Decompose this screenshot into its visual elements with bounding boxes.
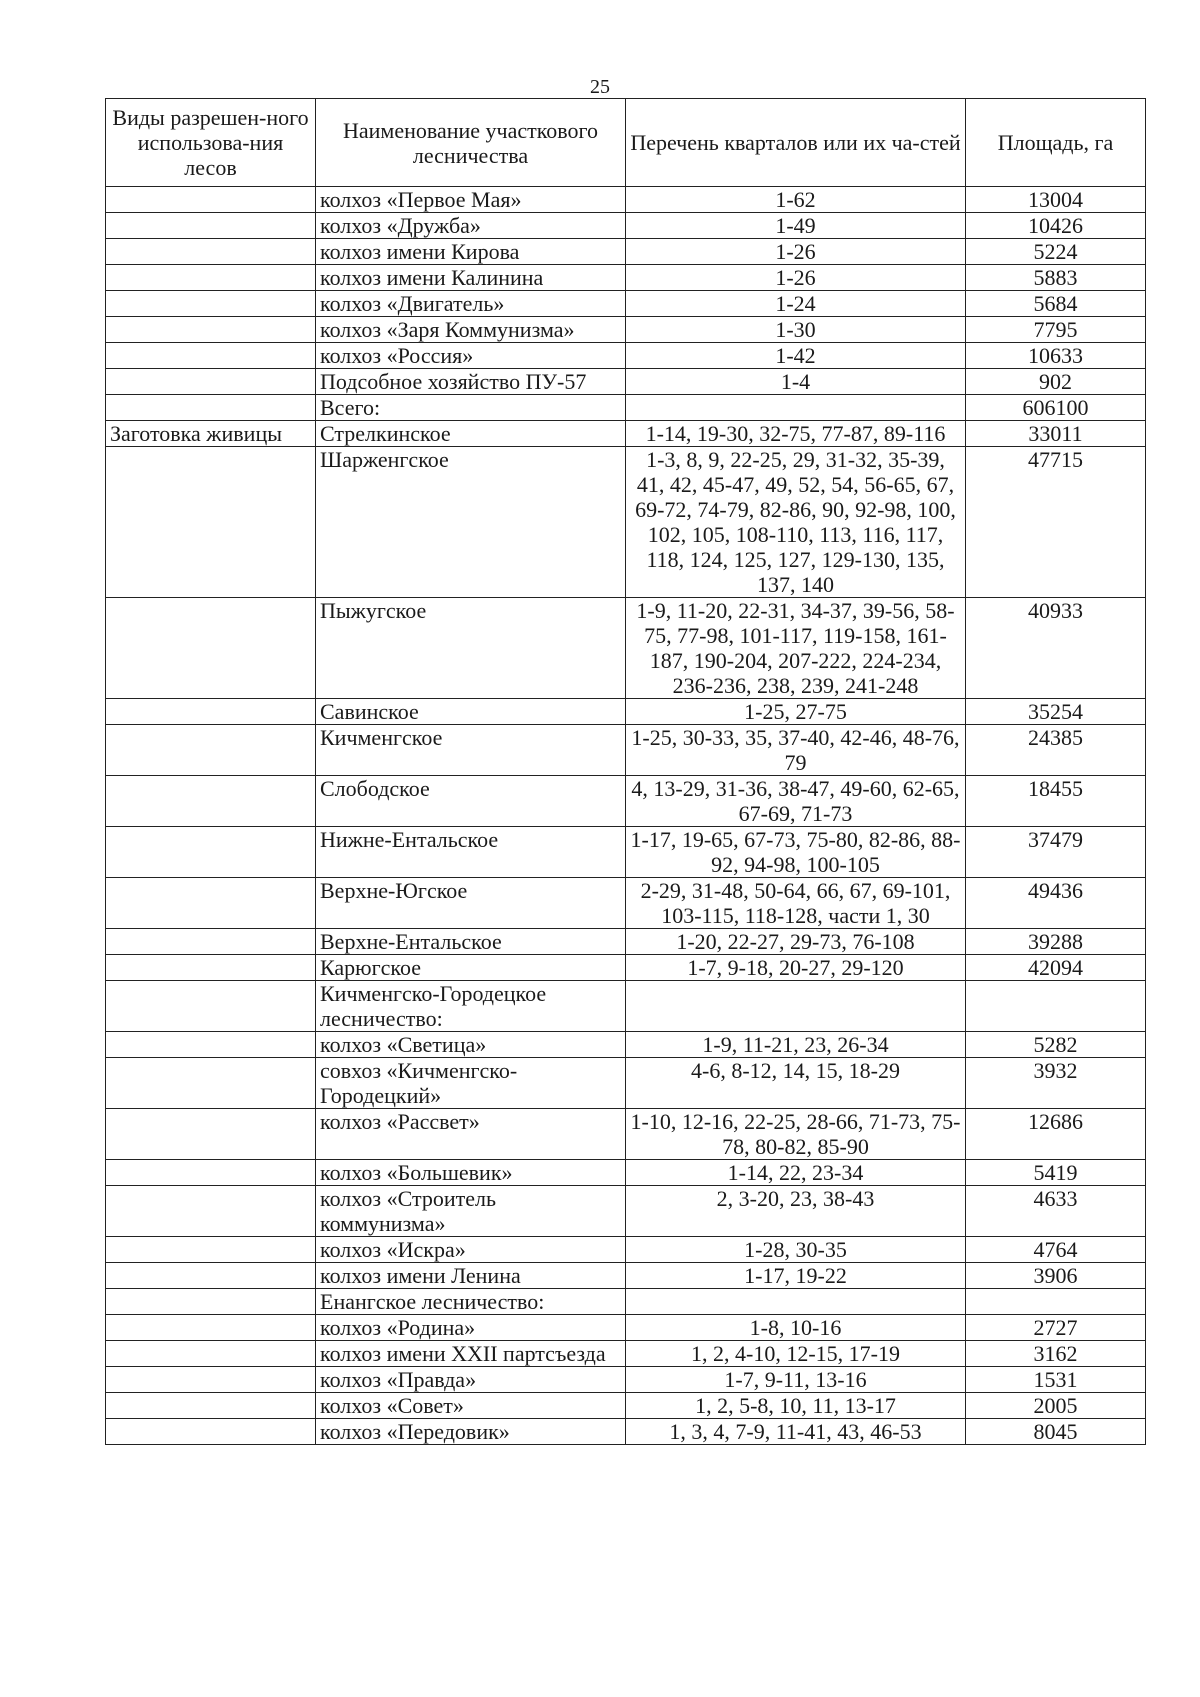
table-row (106, 827, 1146, 878)
table-row (106, 955, 1146, 981)
area-cell: 4633 (966, 1186, 1146, 1237)
quarters-cell: 1-9, 11-21, 23, 26-34 (626, 1032, 966, 1058)
forestry-name-cell: Верхне-Югское (316, 878, 626, 929)
quarters-cell: 2-29, 31-48, 50-64, 66, 67, 69-101, 103-115, 118-128, части 1, 30 (626, 878, 966, 929)
quarters-cell (626, 395, 966, 421)
forest-use-kind-cell (106, 1032, 316, 1058)
forestry-name-cell: Всего: (316, 395, 626, 421)
quarters-cell: 1-20, 22-27, 29-73, 76-108 (626, 929, 966, 955)
area-cell: 7795 (966, 317, 1146, 343)
table-group-previous (106, 187, 1146, 421)
quarters-cell: 1-26 (626, 265, 966, 291)
area-cell: 42094 (966, 955, 1146, 981)
area-cell: 8045 (966, 1419, 1146, 1445)
table-row (106, 447, 1146, 598)
quarters-cell: 1-49 (626, 213, 966, 239)
forestry-name-cell: колхоз «Дружба» (316, 213, 626, 239)
forest-use-kind-cell (106, 725, 316, 776)
table-row (106, 1186, 1146, 1237)
quarters-cell: 1-17, 19-22 (626, 1263, 966, 1289)
forest-use-kind-cell (106, 369, 316, 395)
table-row (106, 291, 1146, 317)
area-cell: 13004 (966, 187, 1146, 213)
forest-use-kind-cell (106, 776, 316, 827)
quarters-cell: 1-8, 10-16 (626, 1315, 966, 1341)
forestry-name-cell: колхоз «Светица» (316, 1032, 626, 1058)
area-cell: 2005 (966, 1393, 1146, 1419)
quarters-cell: 1-14, 22, 23-34 (626, 1160, 966, 1186)
area-cell: 5684 (966, 291, 1146, 317)
area-cell: 3932 (966, 1058, 1146, 1109)
quarters-cell: 1-25, 30-33, 35, 37-40, 42-46, 48-76, 79 (626, 725, 966, 776)
forestry-name-cell: колхоз «Строитель коммунизма» (316, 1186, 626, 1237)
area-cell: 5883 (966, 265, 1146, 291)
forestry-name-cell: Савинское (316, 699, 626, 725)
header-forestry-name: Наименование участкового лесничества (316, 99, 626, 187)
forestry-name-cell: колхоз имени Ленина (316, 1263, 626, 1289)
area-cell: 5224 (966, 239, 1146, 265)
forest-use-kind-cell (106, 213, 316, 239)
table-row (106, 1289, 1146, 1315)
quarters-cell: 1, 2, 4-10, 12-15, 17-19 (626, 1341, 966, 1367)
forestry-name-cell: колхоз «Большевик» (316, 1160, 626, 1186)
forestry-name-cell: Стрелкинское (316, 421, 626, 447)
forest-use-kind-cell (106, 1289, 316, 1315)
header-forest-use-kind: Виды разрешен-ного использова-ния лесов (106, 99, 316, 187)
forest-use-kind-cell (106, 1393, 316, 1419)
quarters-cell: 1-30 (626, 317, 966, 343)
area-cell: 47715 (966, 447, 1146, 598)
table-row (106, 317, 1146, 343)
table-row (106, 1315, 1146, 1341)
forestry-name-cell: колхоз «Двигатель» (316, 291, 626, 317)
quarters-cell: 4-6, 8-12, 14, 15, 18-29 (626, 1058, 966, 1109)
quarters-cell: 1, 3, 4, 7-9, 11-41, 43, 46-53 (626, 1419, 966, 1445)
area-cell: 49436 (966, 878, 1146, 929)
area-cell: 39288 (966, 929, 1146, 955)
forest-use-kind-cell (106, 447, 316, 598)
forest-use-kind-cell (106, 1109, 316, 1160)
forestry-name-cell: Нижне-Ентальское (316, 827, 626, 878)
area-cell: 12686 (966, 1109, 1146, 1160)
forestry-name-cell: совхоз «Кичменгско-Городецкий» (316, 1058, 626, 1109)
quarters-cell (626, 981, 966, 1032)
forestry-name-cell: Верхне-Ентальское (316, 929, 626, 955)
table-row (106, 1237, 1146, 1263)
quarters-cell: 2, 3-20, 23, 38-43 (626, 1186, 966, 1237)
header-area: Площадь, га (966, 99, 1146, 187)
quarters-cell: 1-17, 19-65, 67-73, 75-80, 82-86, 88-92, 94-98, 100-105 (626, 827, 966, 878)
forest-use-kind-cell: Заготовка живицы (106, 421, 316, 447)
quarters-cell: 1-25, 27-75 (626, 699, 966, 725)
forestry-name-cell: Подсобное хозяйство ПУ-57 (316, 369, 626, 395)
forestry-name-cell: колхоз «Передовик» (316, 1419, 626, 1445)
table-row (106, 369, 1146, 395)
area-cell: 5419 (966, 1160, 1146, 1186)
table-row (106, 1032, 1146, 1058)
forest-use-kind-cell (106, 291, 316, 317)
area-cell: 40933 (966, 598, 1146, 699)
table-group-resin-harvesting (106, 421, 1146, 1445)
forestry-name-cell: колхоз «Родина» (316, 1315, 626, 1341)
forest-use-kind-cell (106, 1186, 316, 1237)
table-row (106, 395, 1146, 421)
table-row (106, 1160, 1146, 1186)
area-cell: 606100 (966, 395, 1146, 421)
table-row (106, 1263, 1146, 1289)
forest-use-kind-cell (106, 1419, 316, 1445)
forest-use-kind-cell (106, 981, 316, 1032)
forest-use-table (105, 98, 1146, 1445)
quarters-cell: 1-28, 30-35 (626, 1237, 966, 1263)
quarters-cell: 1-14, 19-30, 32-75, 77-87, 89-116 (626, 421, 966, 447)
table-row (106, 598, 1146, 699)
forest-use-kind-cell (106, 1315, 316, 1341)
forest-use-kind-cell (106, 343, 316, 369)
forestry-name-cell: колхоз имени XXII партсъезда (316, 1341, 626, 1367)
table-row (106, 187, 1146, 213)
area-cell: 10426 (966, 213, 1146, 239)
forest-use-kind-cell (106, 929, 316, 955)
forestry-name-cell: колхоз имени Калинина (316, 265, 626, 291)
forest-use-kind-cell (106, 1263, 316, 1289)
forestry-name-cell: колхоз «Заря Коммунизма» (316, 317, 626, 343)
quarters-cell (626, 1289, 966, 1315)
forest-use-kind-cell (106, 395, 316, 421)
quarters-cell: 1-9, 11-20, 22-31, 34-37, 39-56, 58-75, 77-98, 101-117, 119-158, 161-187, 190-204, 207-222, 224-234, 236-236, 238, 239, 241-248 (626, 598, 966, 699)
area-cell: 37479 (966, 827, 1146, 878)
table-row (106, 1058, 1146, 1109)
table-row (106, 1109, 1146, 1160)
quarters-cell: 1-62 (626, 187, 966, 213)
table-row (106, 699, 1146, 725)
table-row (106, 878, 1146, 929)
table-row (106, 343, 1146, 369)
area-cell: 18455 (966, 776, 1146, 827)
header-quarters-list: Перечень кварталов или их ча-стей (626, 99, 966, 187)
area-cell: 4764 (966, 1237, 1146, 1263)
table-row (106, 725, 1146, 776)
forest-use-kind-cell (106, 1367, 316, 1393)
area-cell: 35254 (966, 699, 1146, 725)
table-row (106, 421, 1146, 447)
area-cell: 2727 (966, 1315, 1146, 1341)
forest-use-kind-cell (106, 265, 316, 291)
area-cell (966, 1289, 1146, 1315)
forest-use-kind-cell (106, 1341, 316, 1367)
table-row (106, 265, 1146, 291)
table-row (106, 929, 1146, 955)
quarters-cell: 1-42 (626, 343, 966, 369)
forest-use-kind-cell (106, 1237, 316, 1263)
area-cell: 5282 (966, 1032, 1146, 1058)
area-cell: 10633 (966, 343, 1146, 369)
table-row (106, 1419, 1146, 1445)
forest-use-kind-cell (106, 699, 316, 725)
forestry-name-cell: Енангское лесничество: (316, 1289, 626, 1315)
forestry-name-cell: Шарженгское (316, 447, 626, 598)
forest-use-kind-cell (106, 1058, 316, 1109)
page-number: 25 (590, 76, 610, 98)
forestry-name-cell: колхоз «Правда» (316, 1367, 626, 1393)
area-cell: 1531 (966, 1367, 1146, 1393)
quarters-cell: 1-7, 9-11, 13-16 (626, 1367, 966, 1393)
forestry-name-cell: Пыжугское (316, 598, 626, 699)
table-row (106, 1341, 1146, 1367)
forest-use-kind-cell (106, 598, 316, 699)
quarters-cell: 1-26 (626, 239, 966, 265)
forestry-name-cell: Слободское (316, 776, 626, 827)
forestry-name-cell: колхоз «Совет» (316, 1393, 626, 1419)
table-row (106, 1393, 1146, 1419)
table-header-row (106, 99, 1146, 187)
forestry-name-cell: колхоз имени Кирова (316, 239, 626, 265)
table-row (106, 1367, 1146, 1393)
quarters-cell: 1-7, 9-18, 20-27, 29-120 (626, 955, 966, 981)
quarters-cell: 1-24 (626, 291, 966, 317)
forest-use-kind-cell (106, 955, 316, 981)
area-cell: 3906 (966, 1263, 1146, 1289)
table-row (106, 239, 1146, 265)
quarters-cell: 1, 2, 5-8, 10, 11, 13-17 (626, 1393, 966, 1419)
quarters-cell: 4, 13-29, 31-36, 38-47, 49-60, 62-65, 67-69, 71-73 (626, 776, 966, 827)
area-cell (966, 981, 1146, 1032)
forest-use-kind-cell (106, 187, 316, 213)
area-cell: 3162 (966, 1341, 1146, 1367)
forestry-name-cell: Кичменгско-Городецкое лесничество: (316, 981, 626, 1032)
table-row (106, 213, 1146, 239)
forest-use-kind-cell (106, 239, 316, 265)
forestry-name-cell: колхоз «Рассвет» (316, 1109, 626, 1160)
quarters-cell: 1-4 (626, 369, 966, 395)
area-cell: 24385 (966, 725, 1146, 776)
forestry-name-cell: колхоз «Искра» (316, 1237, 626, 1263)
area-cell: 33011 (966, 421, 1146, 447)
table-row (106, 981, 1146, 1032)
area-cell: 902 (966, 369, 1146, 395)
forestry-name-cell: колхоз «Россия» (316, 343, 626, 369)
quarters-cell: 1-3, 8, 9, 22-25, 29, 31-32, 35-39, 41, 42, 45-47, 49, 52, 54, 56-65, 67, 69-72, 74-79, 82-86, 90, 92-98, 100, 102, 105, 108-110, 113, 116, 117, 118, 124, 125, 127, 129-130, 135, 137, 140 (626, 447, 966, 598)
forest-use-kind-cell (106, 878, 316, 929)
forest-use-kind-cell (106, 827, 316, 878)
forest-use-kind-cell (106, 317, 316, 343)
forestry-name-cell: Карюгское (316, 955, 626, 981)
forestry-name-cell: Кичменгское (316, 725, 626, 776)
table-row (106, 776, 1146, 827)
forest-use-kind-cell (106, 1160, 316, 1186)
forestry-name-cell: колхоз «Первое Мая» (316, 187, 626, 213)
quarters-cell: 1-10, 12-16, 22-25, 28-66, 71-73, 75-78, 80-82, 85-90 (626, 1109, 966, 1160)
